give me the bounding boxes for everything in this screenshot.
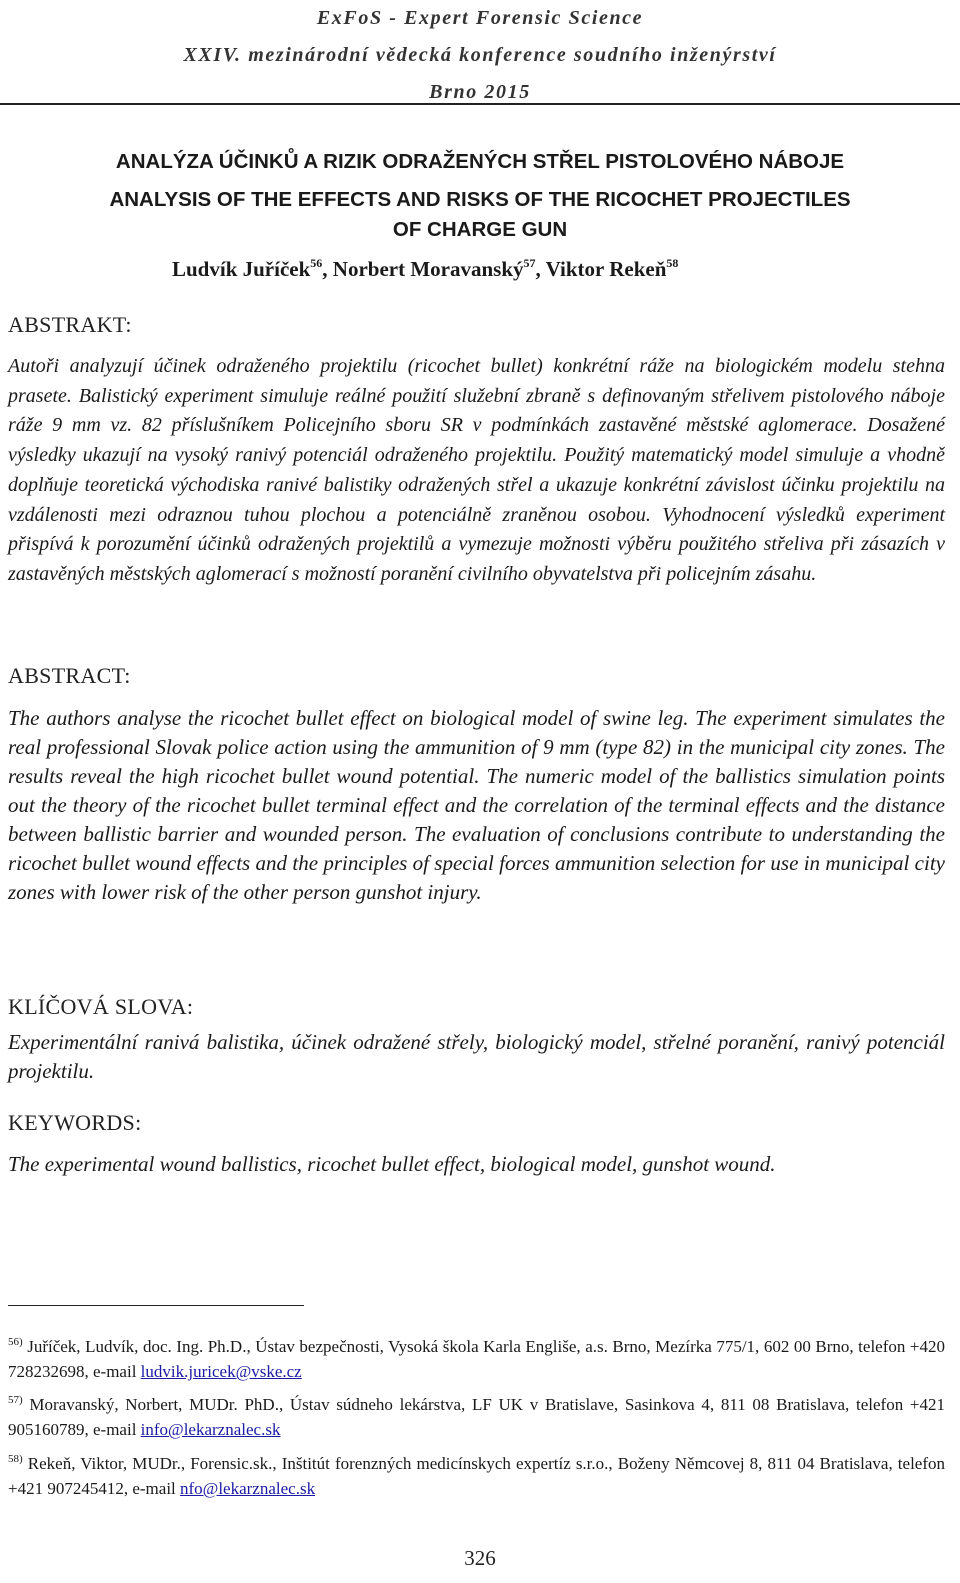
footnote-text: Rekeň, Viktor, MUDr., Forensic.sk., Inštitút forenzných medicínskych expertíz s.r.o., Boženy Němcovej 8, 811 04 Bratislava, telefon +421 907245412, e-mail (8, 1454, 945, 1498)
author-name: Ludvík Juříček (172, 257, 311, 281)
email-link[interactable]: info@lekarznalec.sk (140, 1420, 281, 1439)
header-conference: XXIV. mezinárodní vědecká konference soudního inženýrství (183, 44, 777, 66)
conference-header (0, 0, 960, 111)
header-place-year: Brno 2015 (429, 81, 531, 103)
footnote-ref: 58) (8, 1453, 23, 1465)
author-name: Viktor Rekeň (545, 257, 667, 281)
email-link[interactable]: nfo@lekarznalec.sk (180, 1479, 316, 1498)
footnote-56 (8, 1330, 945, 1384)
abstrakt-text: Autoři analyzují účinek odraženého projektilu (ricochet bullet) konkrétní ráže na biologickém modelu stehna prasete. Balistický experiment simuluje reálné použití služební zbraně s definovaným střelivem pistolového náboje ráže 9 mm vz. 82 příslušníkem Policejního sboru SR v podmínkách zastavěné městské aglomerace. Dosažené výsledky ukazují na vysoký ranivý potenciál odraženého projektilu. Použitý matematický model simuluje a vhodně doplňuje teoretická východiska ranivé balistiky odražených střel a ukazuje konkrétní závislost účinku projektilu na vzdálenosti mezi odraznou tuhou plochou a potenciálně zraněnou osobou. Vyhodnocení výsledků experiment přispívá k porozumění účinků odražených projektilů a vymezuje možnosti výběru použitého střeliva při zásazích v zastavěných městských aglomerací s možností poranění civilního obyvatelstva při policejním zásahu. (8, 355, 945, 585)
header-series: ExFoS - Expert Forensic Science (316, 7, 644, 29)
abstract-text: The authors analyse the ricochet bullet effect on biological model of swine leg. The experiment simulates the real professional Slovak police action using the ammunition of 9 mm (type 82) in the municipal city zones. The results reveal the high ricochet bullet wound potential. The numeric model of the ballistics simulation points out the theory of the ricochet bullet terminal effect and the correlation of the terminal effects and the distance between ballistic barrier and wounded person. The evaluation of conclusions contribute to understanding the ricochet bullet wound effects and the principles of special forces ammunition selection for use in municipal city zones with lower risk of the other person gunshot injury. (8, 706, 945, 904)
email-link[interactable]: ludvik.juricek@vske.cz (140, 1362, 302, 1381)
title-english-line-2: OF CHARGE GUN (392, 218, 568, 241)
footnote-text: Juříček, Ludvík, doc. Ing. Ph.D., Ústav bezpečnosti, Vysoká škola Karla Engliše, a.s. Brno, Mezírka 775/1, 602 00 Brno, telefon +420 728232698, e-mail (8, 1337, 945, 1381)
author-name: Norbert Moravanský (332, 257, 524, 281)
author-list: Ludvík Juříček$^{56}$, Norbert Moravanský$^{57}$, Viktor Rekeň$^{58}$ (172, 256, 679, 281)
title-english-line-1: ANALYSIS OF THE EFFECTS AND RISKS OF THE RICOCHET PROJECTILES (109, 188, 851, 211)
abstract-heading: ABSTRACT: (8, 663, 131, 688)
klicova-slova-text: Experimentální ranivá balistika, účinek odražené střely, biologický model, střelné poranění, ranivý potenciál projektilu. (8, 1030, 945, 1083)
header-divider (0, 103, 960, 105)
footnote-ref: 56) (8, 1336, 23, 1348)
author-footnote-ref: 57 (523, 256, 536, 270)
keywords-text: The experimental wound ballistics, ricochet bullet effect, biological model, gunshot wound. (8, 1152, 776, 1176)
page-number: 326 (464, 1546, 496, 1570)
footnote-57 (8, 1388, 945, 1442)
footnote-text: Moravanský, Norbert, MUDr. PhD., Ústav súdneho lekárstva, LF UK v Bratislave, Sasinkova 4, 811 08 Bratislava, telefon +421 905160789, e-mail (8, 1395, 945, 1439)
footnote-ref: 57) (8, 1394, 23, 1406)
title-czech: ANALÝZA ÚČINKŮ A RIZIK ODRAŽENÝCH STŘEL PISTOLOVÉHO NÁBOJE (115, 150, 845, 173)
footnote-58 (8, 1447, 945, 1501)
author-footnote-ref: 56 (310, 256, 323, 270)
author-footnote-ref: 58 (666, 256, 679, 270)
abstrakt-heading: ABSTRAKT: (8, 312, 132, 337)
footnote-divider (8, 1305, 304, 1306)
klicova-slova-heading: KLÍČOVÁ SLOVA: (8, 994, 194, 1019)
keywords-heading: KEYWORDS: (8, 1110, 142, 1135)
